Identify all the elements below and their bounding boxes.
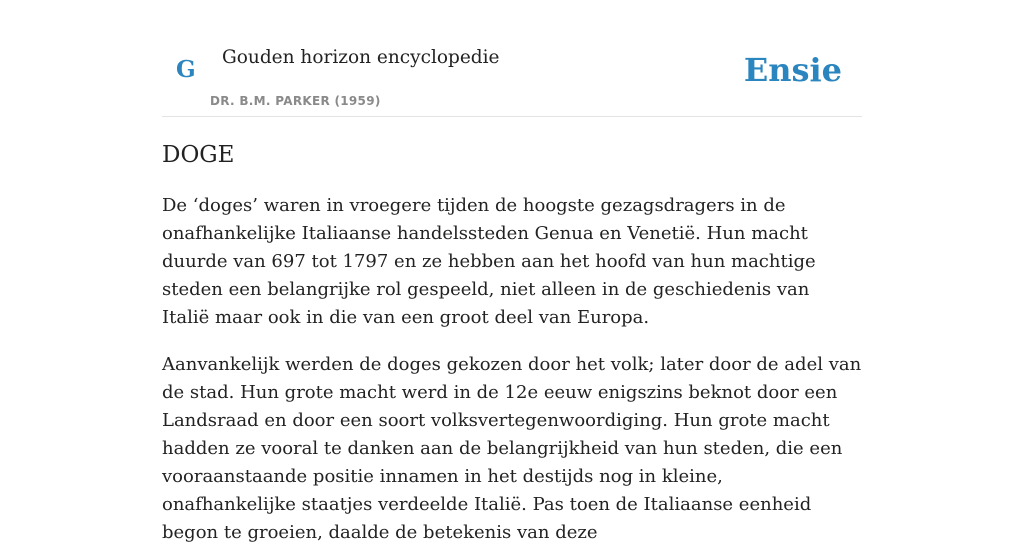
entry-title: DOGE	[162, 142, 235, 168]
article-paragraph-1: De ‘doges’ waren in vroegere tijden de hoogste gezagsdragers in de onafhankelijke Italiaanse handelssteden Genua en Venetië. Hun macht duurde van 697 tot 1797 en ze hebben aan het hoofd van hun machtige steden een belangrijke rol gespeeld, niet alleen in de geschiedenis van Italië maar ook in die van een groot deel van Europa.	[162, 195, 816, 328]
book-title[interactable]: Gouden horizon encyclopedie	[222, 47, 500, 68]
book-author: DR. B.M. PARKER (1959)	[210, 94, 381, 108]
ensie-brand-link[interactable]: Ensie	[743, 51, 842, 89]
book-header	[162, 0, 862, 117]
article	[162, 137, 862, 547]
article-paragraph-2: Aanvankelijk werden de doges gekozen door het volk; later door de adel van de stad. Hun grote macht werd in de 12e eeuw enigszins beknot door een Landsraad en door een soort volksvertegenwoordiging. Hun grote macht hadden ze vooral te danken aan de belangrijkheid van hun steden, die een vooraanstaande positie innamen in het destijds nog in kleine, onafhankelijke staatjes verdeelde Italië. Pas toen de Italiaanse eenheid begon te groeien, daalde de betekenis van deze	[162, 354, 862, 543]
book-logo-link[interactable]: G	[176, 56, 196, 83]
